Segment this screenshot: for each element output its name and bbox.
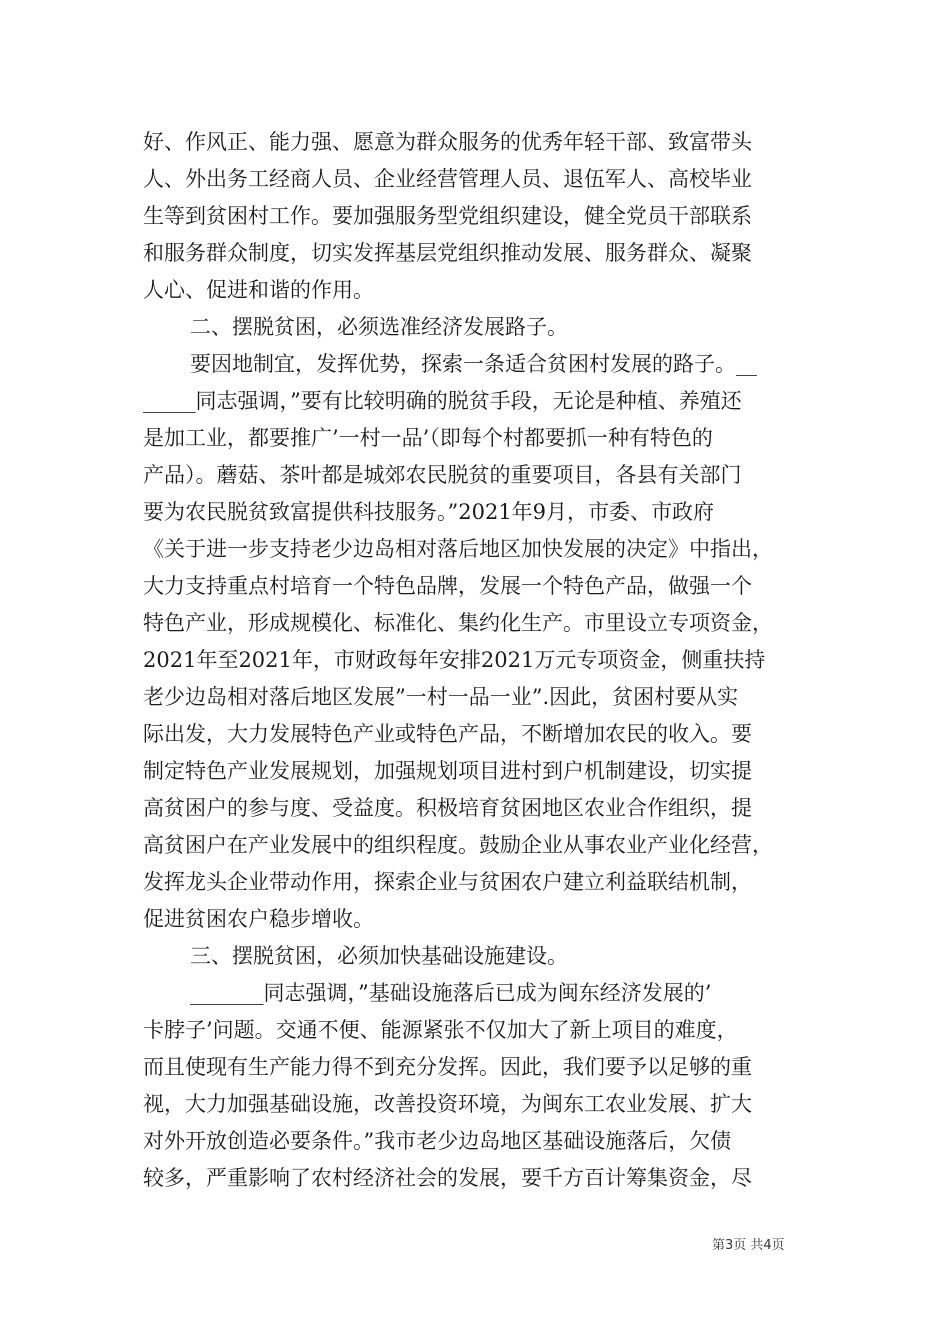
text-line: 人、外出务工经商人员、企业经营管理人员、退伍军人、高校毕业 [143,167,752,191]
text-line: 是加工业，都要推广’一村一品’（即每个村都要抓一种有特色的 [143,426,713,450]
text-line: 和服务群众制度，切实发挥基层党组织推动发展、服务群众、凝聚 [143,241,752,265]
text-line: 要因地制宜，发挥优势，探索一条适合贫困村发展的路子。__ [190,352,757,376]
text-line: 高贫困户在产业发展中的组织程度。鼓励企业从事农业产业化经营， [143,833,773,857]
text-line: 《关于进一步支持老少边岛相对落后地区加快发展的决定》中指出， [143,537,773,561]
text-line: 人心、促进和谐的作用。 [143,278,374,302]
text-line: 制定特色产业发展规划，加强规划项目进村到户机制建设，切实提 [143,759,752,783]
text-line: 际出发，大力发展特色产业或特色产品，不断增加农民的收入。要 [143,722,752,746]
text-line: 要为农民脱贫致富提供科技服务。”2021年9月，市委、市政府 [143,500,715,524]
section-heading: 二、摆脱贫困，必须选准经济发展路子。 [190,315,568,339]
text-line: 较多，严重影响了农村经济社会的发展，要千方百计筹集资金，尽 [143,1166,752,1190]
text-line: 产品）。蘑菇、茶叶都是城郊农民脱贫的重要项目，各县有关部门 [143,463,742,487]
text-line: 视，大力加强基础设施，改善投资环境，为闽东工农业发展、扩大 [143,1092,752,1116]
text-line: 发挥龙头企业带动作用，探索企业与贫困农户建立利益联结机制， [143,870,752,894]
text-line: _____同志强调，”要有比较明确的脱贫手段，无论是种植、养殖还 [143,389,742,413]
text-line: 特色产业，形成规模化、标准化、集约化生产。市里设立专项资金， [143,611,773,635]
text-line: 老少边岛相对落后地区发展”一村一品一业”.因此，贫困村要从实 [143,685,739,709]
text-line: 而且使现有生产能力得不到充分发挥。因此，我们要予以足够的重 [143,1055,752,1079]
text-line: _______同志强调，”基础设施落后已成为闽东经济发展的’ [190,981,712,1005]
text-line: 卡脖子’问题。交通不便、能源紧张不仅加大了新上项目的难度， [143,1018,738,1042]
text-line: 促进贫困农户稳步增收。 [143,907,374,931]
section-heading: 三、摆脱贫困，必须加快基础设施建设。 [190,944,568,968]
text-line: 好、作风正、能力强、愿意为群众服务的优秀年轻干部、致富带头 [143,130,752,154]
text-line: 大力支持重点村培育一个特色品牌，发展一个特色产品，做强一个 [143,574,752,598]
text-line: 高贫困户的参与度、受益度。积极培育贫困地区农业合作组织，提 [143,796,752,820]
page-number: 第3页 共4页 [712,1238,785,1253]
text-line: 2021年至2021年，市财政每年安排2021万元专项资金，侧重扶持 [143,648,766,672]
text-line: 对外开放创造必要条件。”我市老少边岛地区基础设施落后，欠债 [143,1129,732,1153]
text-line: 生等到贫困村工作。要加强服务型党组织建设，健全党员干部联系 [143,204,752,228]
